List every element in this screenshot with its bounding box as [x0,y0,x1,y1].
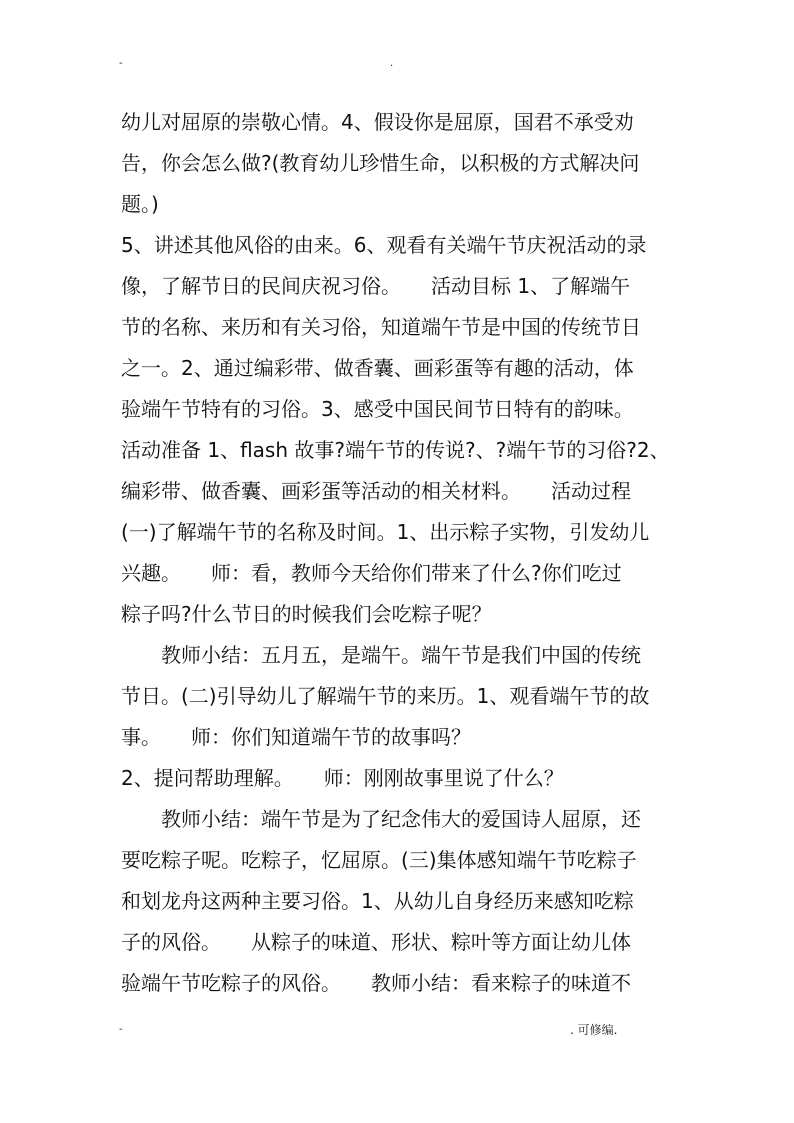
text-line: 题。) [121,192,159,216]
text-line: 兴趣。 师：看，教师今天给你们带来了什么?你们吃过 [121,561,622,585]
document-body [121,102,681,1004]
text-line: 活动准备 1、flash 故事?端午节的传说?、?端午节的习俗?2、 [121,438,670,462]
text-line: 节的名称、来历和有关习俗，知道端午节是中国的传统节日 [121,315,641,339]
text-line: 验端午节吃粽子的风俗。 教师小结：看来粽子的味道不 [121,971,631,995]
text-line: 验端午节特有的习俗。3、感受中国民间节日特有的韵味。 [121,397,634,421]
text-line: 子的风俗。 从粽子的味道、形状、粽叶等方面让幼儿体 [121,930,631,954]
text-line: (一)了解端午节的名称及时间。1、出示粽子实物，引发幼儿 [121,520,650,544]
text-line: 教师小结：端午节是为了纪念伟大的爱国诗人屈原，还 [121,807,641,831]
text-line: 和划龙舟这两种主要习俗。1、从幼儿自身经历来感知吃粽 [121,889,634,913]
text-line: 告，你会怎么做?(教育幼儿珍惜生命，以积极的方式解决问 [121,151,640,175]
header-left-mark: - [119,58,123,69]
header-center-mark: . [390,58,394,69]
text-line: 粽子吗?什么节日的时候我们会吃粽子呢？ [121,602,492,626]
text-line: 5、讲述其他风俗的由来。6、观看有关端午节庆祝活动的录 [121,233,647,257]
footer-editable-note: . 可修编. [570,1023,618,1037]
text-line: 像，了解节日的民间庆祝习俗。 活动目标 1、了解端午 [121,274,631,298]
text-line: 要吃粽子呢。吃粽子，忆屈原。(三)集体感知端午节吃粽子 [121,848,637,872]
text-line: 幼儿对屈原的崇敬心情。4、假设你是屈原，国君不承受劝 [121,110,634,134]
text-line: 之一。2、通过编彩带、做香囊、画彩蛋等有趣的活动，体 [121,356,634,380]
text-line: 编彩带、做香囊、画彩蛋等活动的相关材料。 活动过程 [121,479,631,503]
footer-left-mark: - [119,1024,123,1035]
text-line: 事。 师：你们知道端午节的故事吗？ [121,725,471,749]
text-line: 教师小结：五月五，是端午。端午节是我们中国的传统 [121,643,641,667]
text-line: 节日。(二)引导幼儿了解端午节的来历。1、观看端午节的故 [121,684,650,708]
text-line: 2、提问帮助理解。 师：刚刚故事里说了什么？ [121,766,564,790]
